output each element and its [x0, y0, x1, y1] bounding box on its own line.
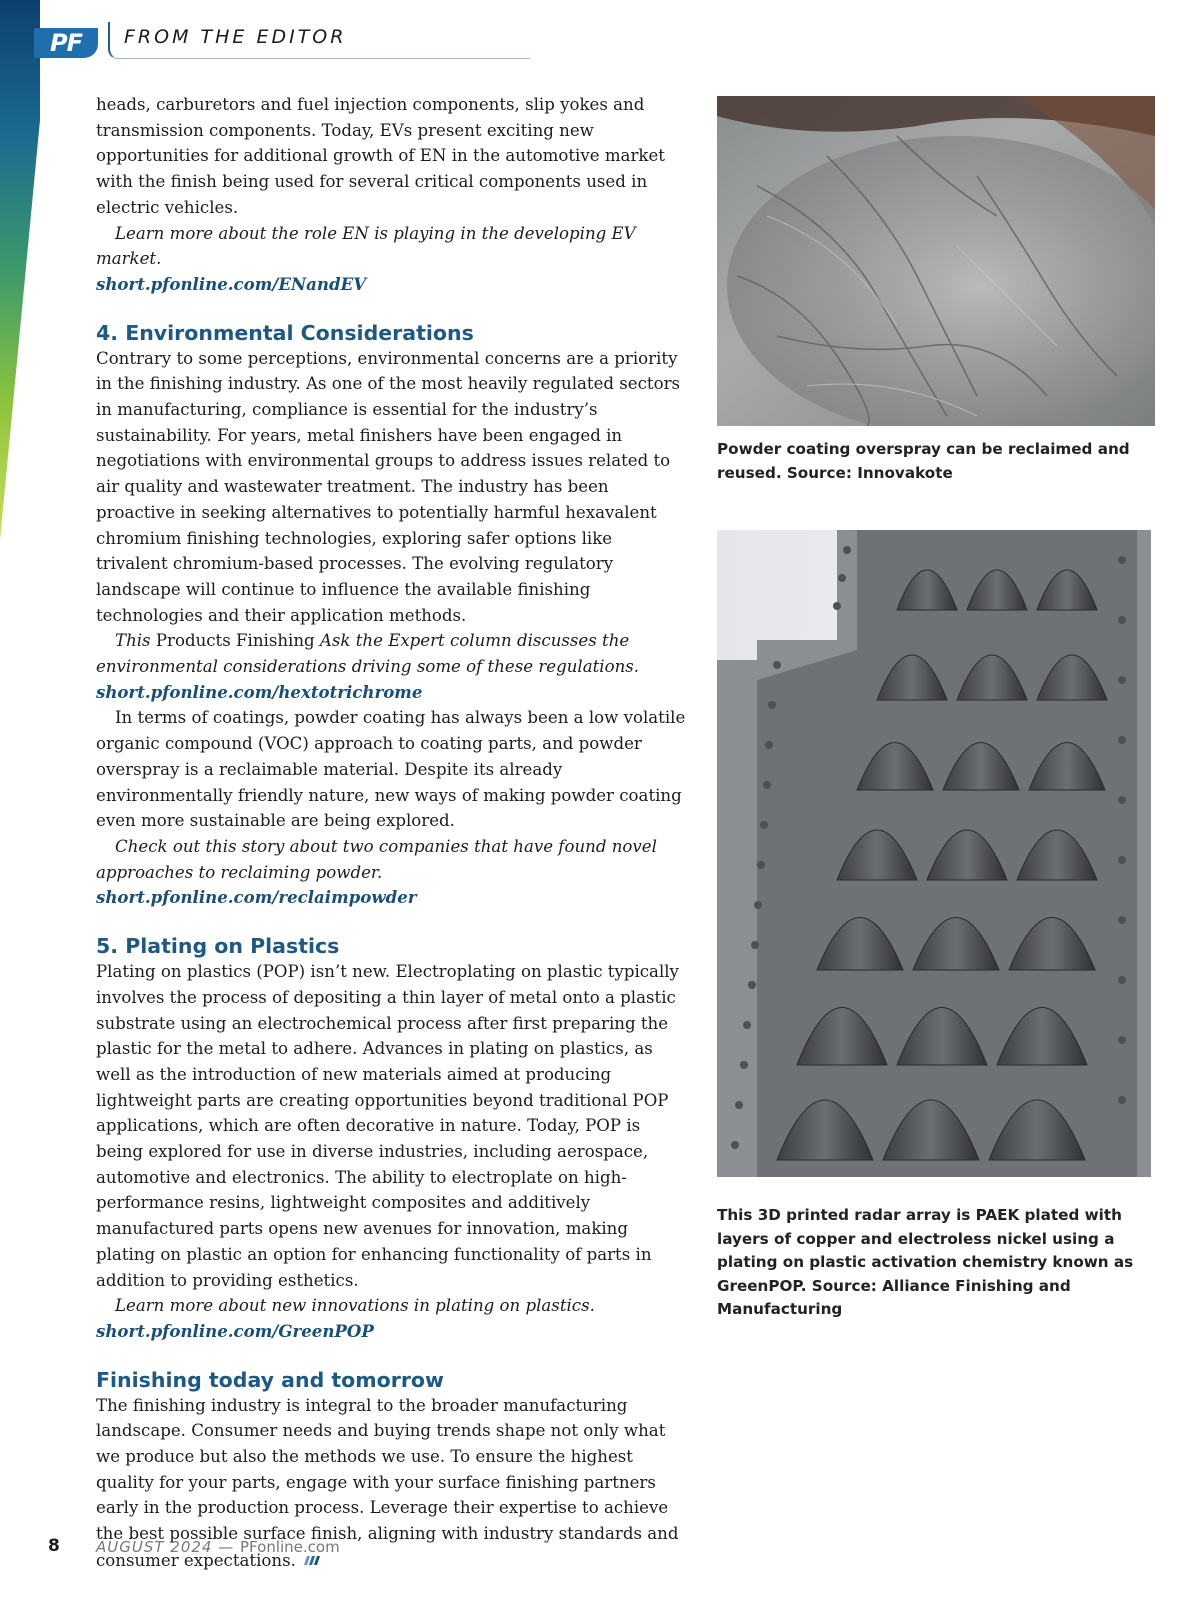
paragraph-en-automotive: heads, carburetors and fuel injection components, slip yokes and transmission components. Today, EVs present exciting new opportunities for additional growth of EN in the automotive market with the finish being used for several critical components used in electric vehicles.	[96, 95, 665, 217]
learn-more-ev-text: Learn more about the role EN is playing in the developing EV market.	[96, 223, 636, 269]
paragraph-powder-coating: In terms of coatings, powder coating has always been a low volatile organic compound (VOC) approach to coating parts, and powder overspray is a reclaimable material. Despite its already environmentally friendly nature, new ways of making powder coating even more sustainable are being explored.	[96, 708, 686, 831]
footer-issue: AUGUST 2024 — PFonline.com	[96, 1538, 340, 1556]
section-title: FROM THE EDITOR	[124, 26, 347, 48]
learn-more-ev	[96, 221, 686, 272]
link-greenpop[interactable]: short.pfonline.com/GreenPOP	[96, 1320, 374, 1341]
caption-radar-array: This 3D printed radar array is PAEK plated with layers of copper and electroless nickel using a plating on plastic activation chemistry known as GreenPOP. Source: Alliance Finishing and Manufacturing	[717, 1206, 1134, 1318]
heading-environmental: 4. Environmental Considerations	[96, 320, 474, 345]
link-hextotrichrome[interactable]: short.pfonline.com/hextotrichrome	[96, 681, 423, 702]
page-header	[0, 22, 560, 58]
heading-plating-plastics: 5. Plating on Plastics	[96, 934, 340, 959]
radar-array-photo	[717, 530, 1151, 1177]
article-column	[96, 92, 686, 1574]
finishing-today-text: The finishing industry is integral to the broader manufacturing landscape. Consumer needs and buying trends shape not only what we produce but also the methods we use. To ensure the highest quality for your parts, engage with your surface finishing partners early in the production process. Leverage their expertise to achieve the best possible surface finish, aligning with industry standards and consumer expectations.	[96, 1395, 679, 1570]
paragraph-environmental: Contrary to some perceptions, environmental concerns are a priority in the finishing industry. As one of the most heavily regulated sectors in manufacturing, compliance is essential for the industry’s sustainability. For years, metal finishers have been engaged in negotiations with environmental groups to address issues related to air quality and wastewater treatment. The industry has been proactive in seeking alternatives to potentially harmful hexavalent chromium finishing technologies, exploring safer options like trivalent chromium-based processes. The evolving regulatory landscape will continue to influence the available finishing technologies and their application methods.	[96, 348, 681, 625]
footer-date: AUGUST 2024	[96, 1538, 213, 1556]
learn-more-pop	[96, 1293, 686, 1319]
learn-more-pop-text: Learn more about new innovations in plating on plastics.	[115, 1296, 595, 1316]
page-number: 8	[48, 1536, 60, 1556]
link-reclaimpowder[interactable]: short.pfonline.com/reclaimpowder	[96, 887, 417, 908]
paragraph-reclaim-powder	[96, 834, 686, 911]
pf-logo-badge: PF	[34, 28, 98, 58]
reclaim-powder-text: Check out this story about two companies that have found novel approaches to reclaiming powder.	[96, 836, 657, 882]
ask-expert-this: This	[115, 631, 151, 651]
caption-powder-overspray: Powder coating overspray can be reclaimed and reused. Source: Innovakote	[717, 440, 1130, 482]
link-enandev[interactable]: short.pfonline.com/ENandEV	[96, 273, 367, 294]
ask-expert-text: Ask the Expert column discusses the environmental considerations driving some of these regulations.	[96, 631, 640, 677]
paragraph-ask-expert	[96, 628, 686, 679]
ask-expert-magazine: Products Finishing	[150, 631, 320, 651]
paragraph-plating-plastics: Plating on plastics (POP) isn’t new. Electroplating on plastic typically involves the process of depositing a thin layer of metal onto a plastic substrate using an electrochemical process after first preparing the plastic for the metal to adhere. Advances in plating on plastics, as well as the introduction of new materials aimed at producing lightweight parts are creating opportunities beyond traditional POP applications, which are often decorative in nature. Today, POP is being explored for use in diverse industries, including aerospace, automotive and electronics. The ability to electroplate on high-performance resins, lightweight composites and additively manufactured parts opens new avenues for innovation, making plating on plastic an option for enhancing functionality of parts in addition to providing esthetics.	[96, 962, 679, 1290]
footer-site: PFonline.com	[240, 1538, 340, 1556]
side-accent-bar	[0, 0, 40, 560]
page-footer	[48, 1536, 340, 1556]
powder-overspray-photo	[717, 96, 1155, 426]
heading-finishing-today: Finishing today and tomorrow	[96, 1367, 444, 1392]
